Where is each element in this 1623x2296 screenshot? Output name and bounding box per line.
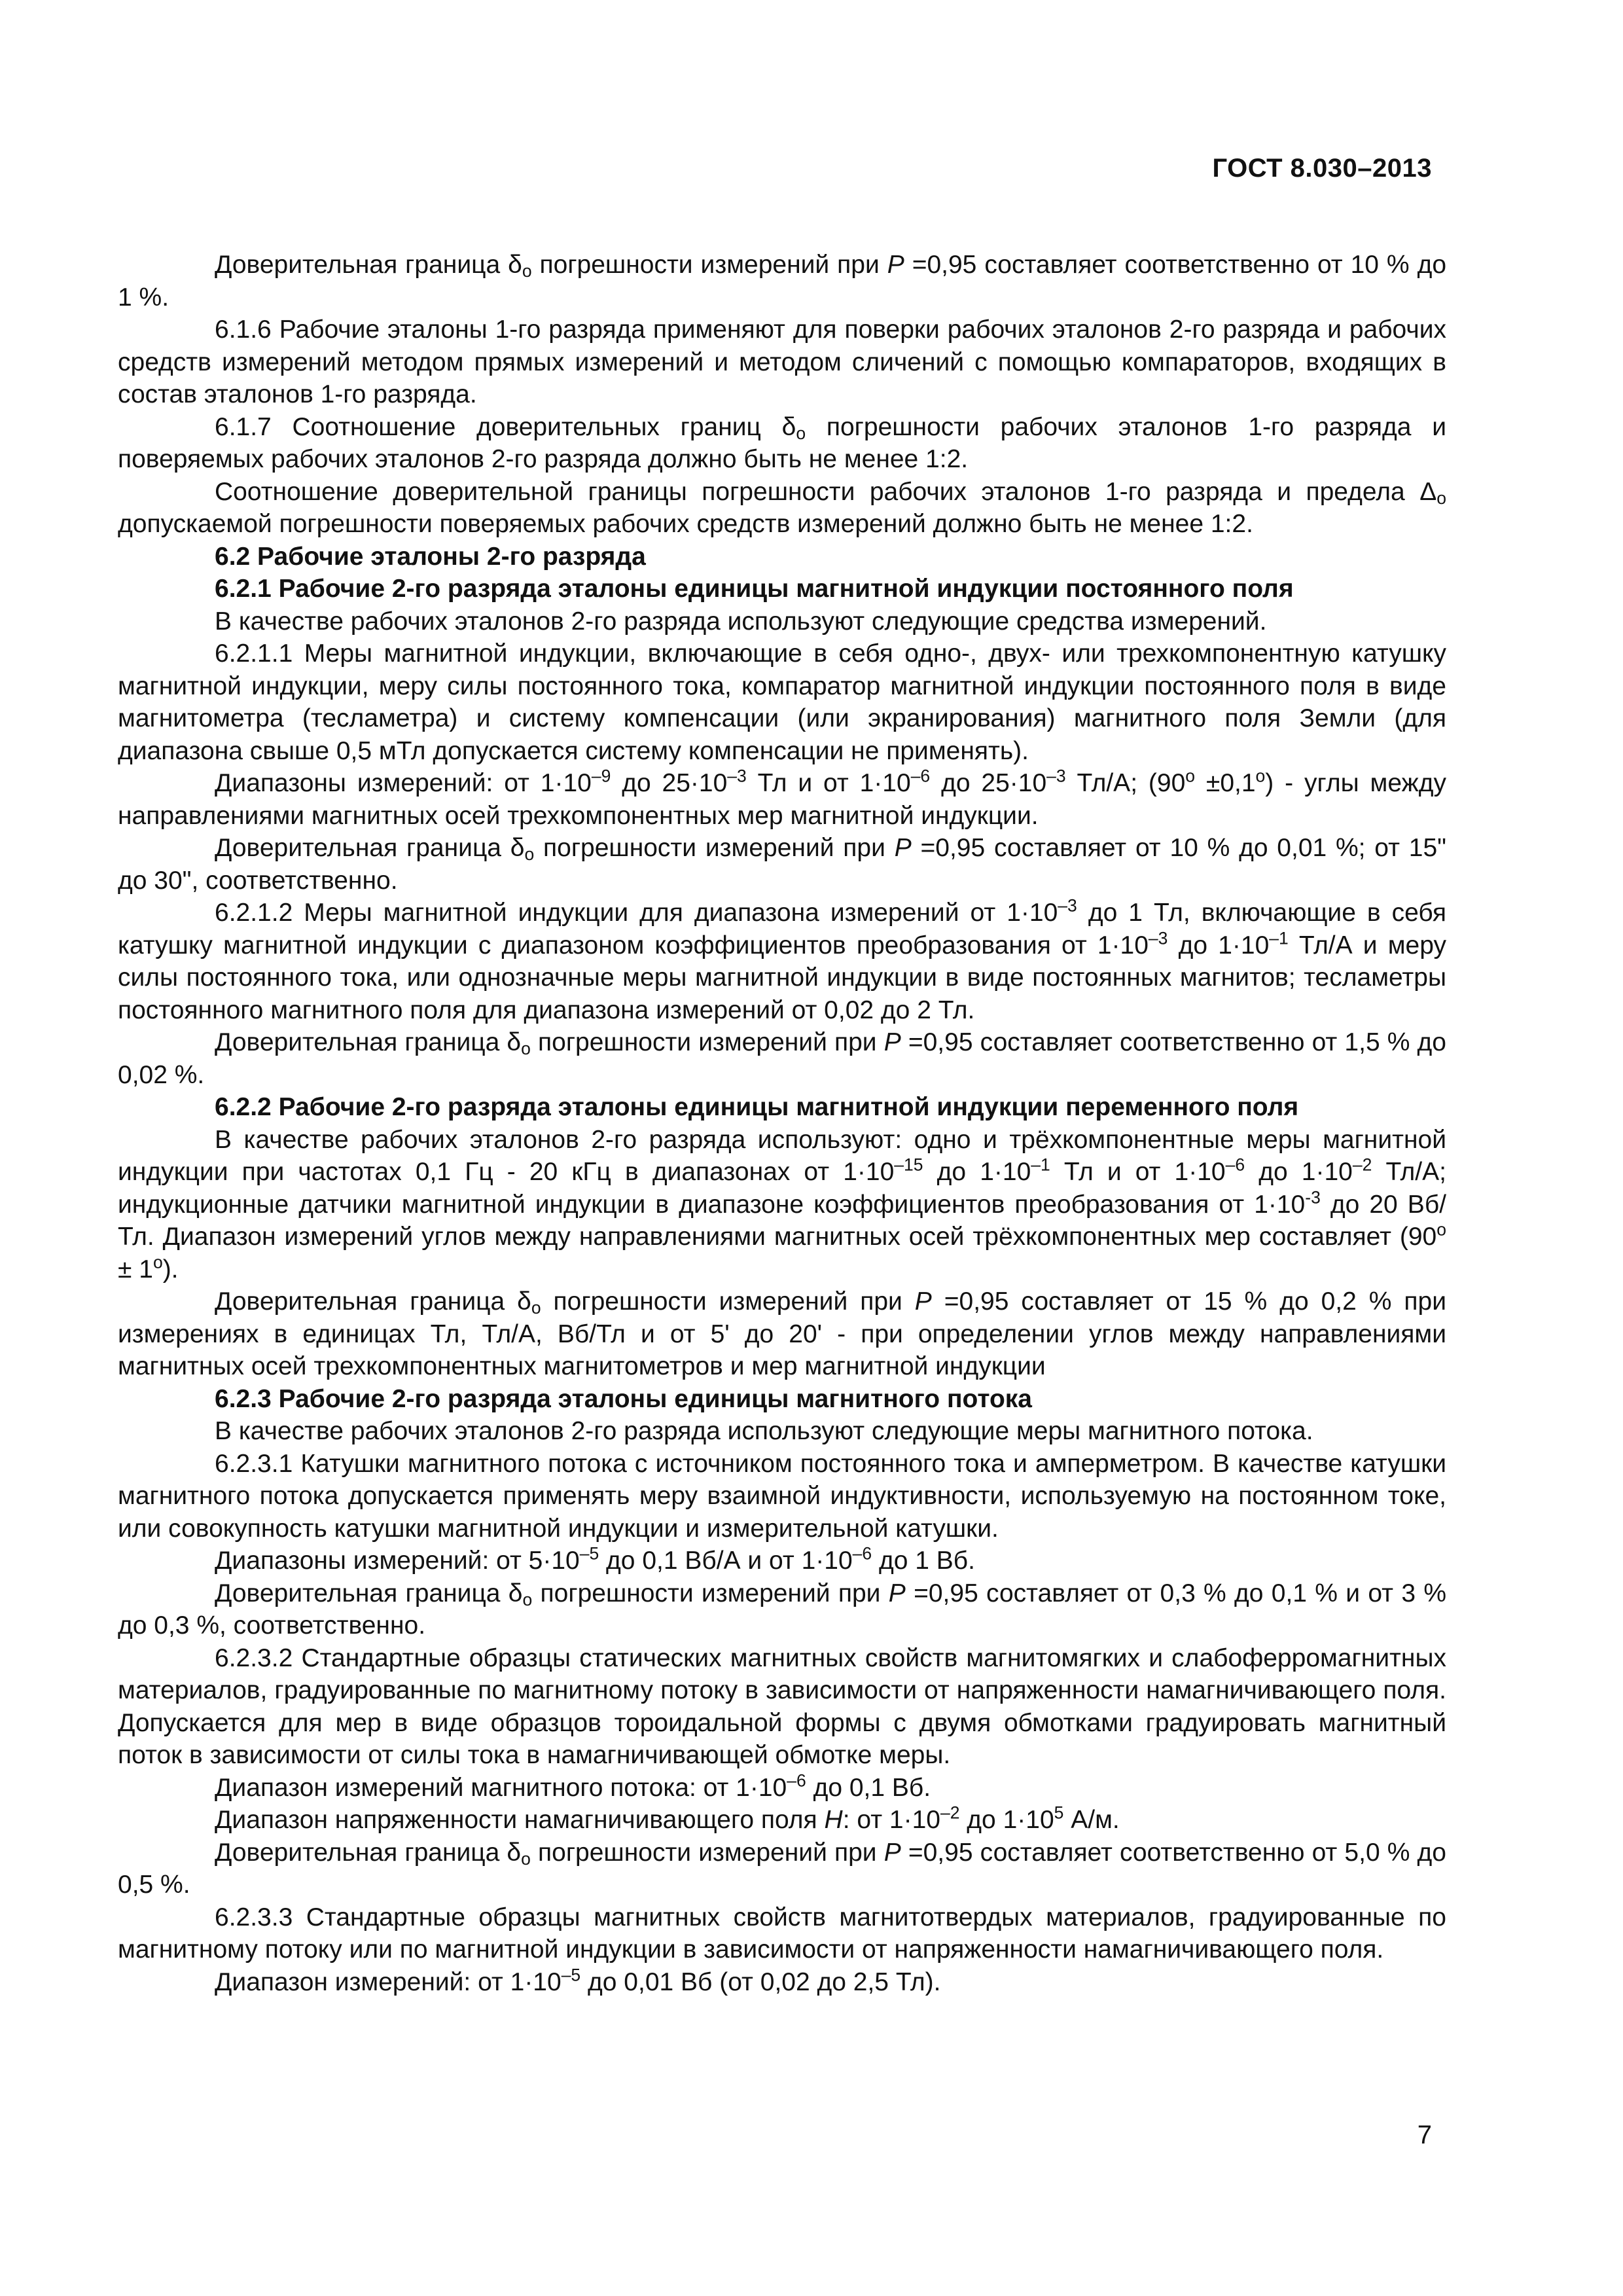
- text-run: 6.2.2 Рабочие 2-го разряда эталоны единицы магнитной индукции переменного поля: [215, 1093, 1299, 1121]
- text-run: Р: [894, 834, 912, 862]
- text-run: о: [521, 1848, 531, 1869]
- text-run: до 0,1 Вб.: [806, 1773, 931, 1802]
- text-run: допускаемой погрешности поверяемых рабочих средств измерений должно быть не менее 1:2.: [118, 510, 1253, 538]
- text-run: ) - углы между направлениями магнитных осей трехкомпонентных мер магнитной индукции.: [118, 769, 1446, 830]
- text-run: =0,95 составляет соответственно от 1,5 % до 0,02 %.: [118, 1028, 1446, 1089]
- section-heading: [118, 573, 1446, 605]
- text-run: –6: [1225, 1155, 1245, 1175]
- text-run: до 25·10: [930, 769, 1047, 797]
- text-run: –5: [579, 1543, 599, 1564]
- text-run: о: [1436, 488, 1446, 508]
- paragraph: [118, 1124, 1446, 1286]
- text-run: Доверительная граница δ: [215, 1287, 531, 1316]
- paragraph: [118, 1901, 1446, 1966]
- paragraph: [118, 605, 1446, 638]
- text-run: –1: [1031, 1155, 1050, 1175]
- paragraph: [118, 1026, 1446, 1091]
- text-run: Тл/А и меру силы постоянного тока, или однозначные меры магнитной индукции в виде постоянных магнитов; тесламетры постоянного магнитного поля для диапазона измерений от 0,02 до 2 Тл.: [118, 931, 1446, 1024]
- text-run: до 0,1 Вб/А и от 1·10: [599, 1547, 853, 1575]
- document-code-header: ГОСТ 8.030–2013: [1212, 154, 1432, 183]
- text-run: о: [796, 423, 806, 443]
- text-run: =0,95 составляет соответственно от 5,0 % до 0,5 %.: [118, 1838, 1446, 1899]
- text-run: –3: [1046, 766, 1066, 786]
- text-run: Диапазоны измерений: от 1·10: [215, 769, 592, 797]
- paragraph: [118, 1772, 1446, 1804]
- text-run: Тл и от 1·10: [746, 769, 911, 797]
- text-run: до 1 Тл, включающие в себя катушку магнитной индукции с диапазоном коэффициентов преобразования от 1·10: [118, 899, 1447, 960]
- paragraph: [118, 897, 1446, 1026]
- text-run: до 0,01 Вб (от 0,02 до 2,5 Тл).: [580, 1967, 941, 1996]
- text-run: Соотношение доверительной границы погрешности рабочих эталонов 1-го разряда и предела Δ: [215, 477, 1437, 506]
- paragraph: [118, 1545, 1446, 1577]
- text-run: ).: [162, 1255, 179, 1283]
- paragraph: [118, 1577, 1446, 1642]
- text-run: погрешности измерений при: [534, 834, 895, 862]
- text-run: 6.2.1.1 Меры магнитной индукции, включающие в себя одно-, двух- или трехкомпонентную катушку магнитной индукции, меру силы постоянного тока, компаратор магнитной индукции постоянного поля в виде магнитометра (тесламетра) и систему компенсации (или экранирования) магнитного поля Земли (для диапазона свыше 0,5 мТл допускается систему компенсации не применять).: [118, 639, 1446, 765]
- text-run: В качестве рабочих эталонов 2-го разряда используют следующие средства измерений.: [215, 607, 1267, 636]
- text-run: ± 1: [118, 1255, 153, 1283]
- text-run: –6: [852, 1543, 872, 1564]
- text-run: о: [522, 1589, 533, 1609]
- text-run: Р: [914, 1287, 932, 1316]
- paragraph: [118, 411, 1446, 476]
- page-number: 7: [1417, 2121, 1432, 2149]
- paragraph: [118, 1804, 1446, 1837]
- text-run: о: [152, 1251, 163, 1272]
- paragraph: [118, 314, 1446, 411]
- text-run: =0,95 составляет от 15 % до 0,2 % при измерениях в единицах Тл, Тл/А, Вб/Тл и от 5' до 20' - при определении углов между направлениями магнитных осей трехкомпонентных магнитометров и мер магнитной индукции: [118, 1287, 1447, 1380]
- text-run: 6.2.3.3 Стандартные образцы магнитных свойств магнитотвердых материалов, градуированные по магнитному потоку или по магнитной индукции в зависимости от напряженности намагничивающего поля.: [118, 1903, 1446, 1964]
- text-run: до 1·10: [959, 1806, 1054, 1834]
- paragraph: [118, 767, 1446, 832]
- text-run: Доверительная граница δ: [215, 1028, 522, 1056]
- text-run: до 20 Вб/Тл. Диапазон измерений углов между направлениями магнитных осей трёхкомпонентных мер составляет (90: [118, 1190, 1446, 1251]
- paragraph: [118, 637, 1446, 767]
- text-run: до 1·10: [1245, 1158, 1353, 1186]
- paragraph: [118, 1285, 1446, 1383]
- document-body: [118, 249, 1446, 1998]
- text-run: Тл/А; индукционные датчики магнитной индукции в диапазоне коэффициентов преобразования от 1·10: [118, 1158, 1446, 1219]
- text-run: 6.2.1.2 Меры магнитной индукции для диапазона измерений от 1·10: [215, 899, 1058, 927]
- text-run: 6.1.7 Соотношение доверительных границ δ: [215, 412, 796, 441]
- text-run: 6.2.1 Рабочие 2-го разряда эталоны единицы магнитной индукции постоянного поля: [215, 575, 1294, 603]
- paragraph: [118, 1642, 1446, 1772]
- text-run: о: [524, 844, 535, 864]
- text-run: о: [522, 260, 532, 281]
- text-run: погрешности измерений при: [530, 1838, 884, 1867]
- text-run: Доверительная граница δ: [215, 1838, 522, 1867]
- text-run: погрешности измерений при: [530, 1028, 884, 1056]
- text-run: : от 1·10: [842, 1806, 940, 1834]
- text-run: Тл/А; (90: [1065, 769, 1186, 797]
- text-run: погрешности измерений при: [532, 1579, 889, 1607]
- text-run: –3: [727, 766, 747, 786]
- text-run: погрешности рабочих эталонов 1-го разряда и поверяемых рабочих эталонов 2-го разряда должно быть не менее 1:2.: [118, 412, 1446, 473]
- text-run: –6: [910, 766, 931, 786]
- text-run: –3: [1148, 927, 1168, 948]
- section-heading: [118, 1383, 1446, 1416]
- text-run: о: [531, 1297, 541, 1318]
- text-run: погрешности измерений при: [541, 1287, 915, 1316]
- text-run: –2: [940, 1803, 960, 1823]
- text-run: Диапазон напряженности намагничивающего поля: [215, 1806, 825, 1834]
- text-run: =0,95 составляет от 10 % до 0,01 %; от 15" до 30", соответственно.: [118, 834, 1446, 895]
- text-run: Р: [887, 251, 904, 279]
- text-run: погрешности измерений при: [531, 251, 887, 279]
- section-heading: [118, 541, 1446, 573]
- text-run: 6.2.3.1 Катушки магнитного потока с источником постоянного тока и амперметром. В качестве катушки магнитного потока допускается применять меру взаимной индуктивности, используемую на постоянном токе, или совокупность катушки магнитной индукции и измерительной катушки.: [118, 1449, 1446, 1543]
- text-run: =0,95 составляет от 0,3 % до 0,1 % и от 3 % до 0,3 %, соответственно.: [118, 1579, 1447, 1640]
- text-run: –2: [1352, 1155, 1372, 1175]
- text-run: Доверительная граница δ: [215, 834, 525, 862]
- text-run: о: [1185, 766, 1196, 786]
- text-run: 6.2.3.2 Стандартные образцы статических магнитных свойств магнитомягких и слабоферромагнитных материалов, градуированные по магнитному потоку в зависимости от напряженности намагничивающего поля. Допускается для мер в виде образцов тороидальной формы с двумя обмотками градуировать магнитный поток в зависимости от силы тока в намагничивающей обмотке меры.: [118, 1643, 1446, 1769]
- text-run: 5: [1054, 1803, 1064, 1823]
- text-run: H: [824, 1806, 843, 1834]
- text-run: –1: [1269, 927, 1289, 948]
- text-run: Диапазон измерений магнитного потока: от 1·10: [215, 1773, 787, 1802]
- text-run: В качестве рабочих эталонов 2-го разряда используют следующие меры магнитного потока.: [215, 1417, 1313, 1445]
- text-run: 6.2.3 Рабочие 2-го разряда эталоны единицы магнитного потока: [215, 1384, 1032, 1413]
- text-run: ±0,1: [1195, 769, 1256, 797]
- paragraph: [118, 1448, 1446, 1545]
- text-run: 6.1.6 Рабочие эталоны 1-го разряда применяют для поверки рабочих эталонов 2-го разряда и рабочих средств измерений методом прямых измерений и методом сличений с помощью компараторов, входящих в состав эталонов 1-го разряда.: [118, 315, 1446, 408]
- text-run: о: [521, 1038, 531, 1058]
- paragraph: [118, 476, 1446, 541]
- text-run: –9: [591, 766, 611, 786]
- text-run: до 1 Вб.: [872, 1547, 975, 1575]
- text-run: о: [1255, 766, 1266, 786]
- text-run: Доверительная граница δ: [215, 1579, 523, 1607]
- text-run: =0,95 составляет соответственно от 10 % до 1 %.: [118, 251, 1447, 312]
- text-run: –5: [561, 1964, 581, 1984]
- text-run: –3: [1058, 895, 1077, 916]
- text-run: А/м.: [1063, 1806, 1120, 1834]
- text-run: Р: [883, 1028, 901, 1056]
- section-heading: [118, 1091, 1446, 1124]
- paragraph: [118, 249, 1446, 314]
- text-run: до 1·10: [923, 1158, 1031, 1186]
- text-run: 6.2 Рабочие эталоны 2-го разряда: [215, 542, 646, 571]
- text-run: -3: [1305, 1187, 1321, 1207]
- text-run: Диапазоны измерений: от 5·10: [215, 1547, 580, 1575]
- text-run: Р: [888, 1579, 906, 1607]
- text-run: до 1·10: [1168, 931, 1270, 960]
- text-run: до 25·10: [611, 769, 728, 797]
- paragraph: [118, 1966, 1446, 1999]
- text-run: Р: [883, 1838, 901, 1867]
- text-run: –15: [894, 1155, 923, 1175]
- text-run: В качестве рабочих эталонов 2-го разряда используют: одно и трёхкомпонентные меры магнитной индукции при частотах 0,1 Гц - 20 кГц в диапазонах от 1·10: [118, 1125, 1446, 1186]
- text-run: Диапазон измерений: от 1·10: [215, 1967, 562, 1996]
- text-run: Тл и от 1·10: [1050, 1158, 1226, 1186]
- paragraph: [118, 1837, 1446, 1901]
- text-run: –6: [787, 1770, 806, 1790]
- text-run: о: [1436, 1219, 1446, 1240]
- paragraph: [118, 832, 1446, 897]
- paragraph: [118, 1415, 1446, 1448]
- text-run: Доверительная граница δ: [215, 251, 522, 279]
